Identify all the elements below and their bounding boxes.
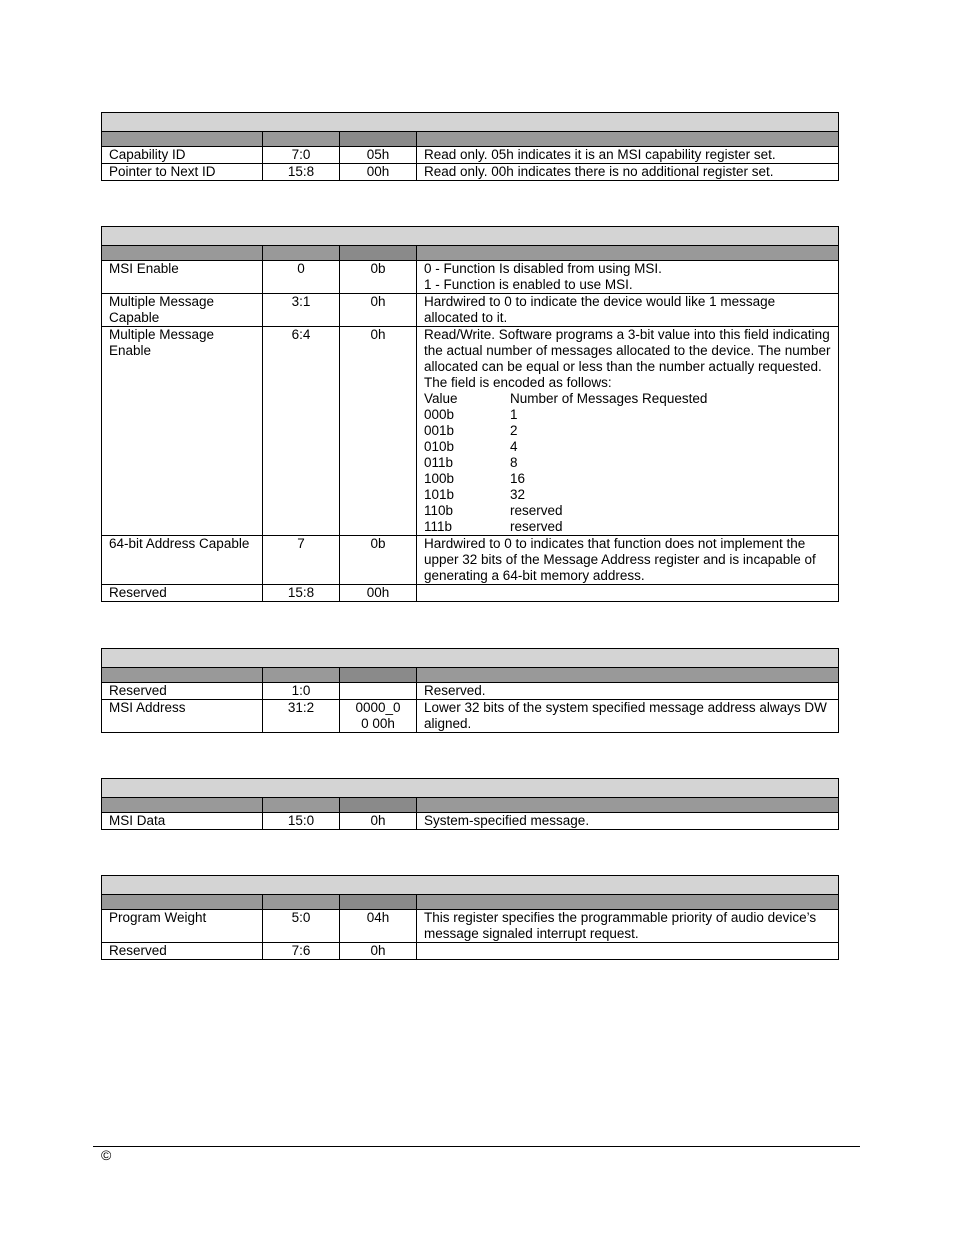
table-title-bar [102, 649, 839, 668]
encoding-meaning: 2 [510, 423, 518, 438]
table-header-row [102, 798, 839, 813]
field-name: MSI Address [102, 700, 263, 733]
description [417, 261, 839, 294]
field-name: Multiple Message Capable [102, 294, 263, 327]
table-row [102, 536, 839, 585]
encoding-row [424, 439, 832, 455]
table-header-row [102, 132, 839, 147]
description [417, 327, 839, 536]
encoding-row [424, 519, 832, 535]
default-value: 00h [340, 164, 417, 181]
encoding-value: 001b [424, 423, 455, 438]
encoding-meaning: 4 [510, 439, 518, 454]
field-name: Program Weight [102, 910, 263, 943]
register-table [101, 226, 839, 602]
encoding-row [424, 487, 832, 503]
field-name: Reserved [102, 585, 263, 602]
table-row [102, 164, 839, 181]
table-row [102, 943, 839, 960]
description: Read only. 00h indicates there is no additional register set. [417, 164, 839, 181]
table-row [102, 147, 839, 164]
default-value: 0h [340, 294, 417, 327]
encoding-meaning: 1 [510, 407, 518, 422]
field-name: Multiple Message Enable [102, 327, 263, 536]
encoding-meaning: reserved [510, 503, 563, 518]
encoding-value: 111b [424, 519, 453, 534]
bits: 6:4 [263, 327, 340, 536]
encoding-meaning: Number of Messages Requested [510, 391, 708, 406]
default-value [340, 683, 417, 700]
table-title-bar [102, 227, 839, 246]
field-name: 64-bit Address Capable [102, 536, 263, 585]
encoding-meaning: reserved [510, 519, 563, 534]
default-value: 0h [340, 943, 417, 960]
encoding-meaning: 32 [510, 487, 526, 502]
encoding-value: 110b [424, 503, 454, 518]
register-table [101, 112, 839, 181]
bits: 15:0 [263, 813, 340, 830]
description [417, 943, 839, 960]
table-title-bar [102, 779, 839, 798]
description: This register specifies the programmable priority of audio device’s message signaled interrupt request. [417, 910, 839, 943]
table-header-row [102, 895, 839, 910]
description: Hardwired to 0 to indicate the device would like 1 message allocated to it. [417, 294, 839, 327]
encoding-value: 100b [424, 471, 455, 486]
default-value: 0h [340, 327, 417, 536]
description [417, 585, 839, 602]
default-value: 0b [340, 536, 417, 585]
default-value: 04h [340, 910, 417, 943]
table-row [102, 327, 839, 536]
description: System-specified message. [417, 813, 839, 830]
copyright-symbol: © [101, 1147, 112, 1163]
bits: 1:0 [263, 683, 340, 700]
bits: 7:0 [263, 147, 340, 164]
description: Read only. 05h indicates it is an MSI capability register set. [417, 147, 839, 164]
description: Lower 32 bits of the system specified message address always DW aligned. [417, 700, 839, 733]
bits: 15:8 [263, 585, 340, 602]
encoding-value: 010b [424, 439, 455, 454]
table-title-bar [102, 876, 839, 895]
bits: 31:2 [263, 700, 340, 733]
description-line: 1 - Function is enabled to use MSI. [424, 277, 633, 292]
description: Hardwired to 0 to indicates that function does not implement the upper 32 bits of the Message Address register and is incapable of generating a 64-bit memory address. [417, 536, 839, 585]
table-row [102, 910, 839, 943]
encoding-value: 011b [424, 455, 454, 470]
default-value: 0b [340, 261, 417, 294]
default-value: 0h [340, 813, 417, 830]
table-row [102, 294, 839, 327]
bits: 5:0 [263, 910, 340, 943]
description-text: Read/Write. Software programs a 3-bit value into this field indicating the actual number of messages allocated to the device. The number allocated can be equal or less than the number actually requested. The field is encoded as follows: [424, 327, 831, 390]
bits: 15:8 [263, 164, 340, 181]
field-name: MSI Enable [102, 261, 263, 294]
table-row [102, 813, 839, 830]
bits: 0 [263, 261, 340, 294]
default-value: 00h [340, 585, 417, 602]
encoding-row [424, 503, 832, 519]
field-name: Capability ID [102, 147, 263, 164]
table-row [102, 261, 839, 294]
table-row [102, 700, 839, 733]
encoding-row [424, 455, 832, 471]
register-table [101, 778, 839, 830]
bits: 3:1 [263, 294, 340, 327]
field-name: Reserved [102, 683, 263, 700]
encoding-value: 101b [424, 487, 455, 502]
encoding-value: Value [424, 391, 458, 406]
table-title-bar [102, 113, 839, 132]
encoding-meaning: 8 [510, 455, 518, 470]
table-header-row [102, 246, 839, 261]
footer-divider [93, 1146, 860, 1147]
encoding-row [424, 471, 832, 487]
table-row [102, 585, 839, 602]
bits: 7:6 [263, 943, 340, 960]
field-name: Pointer to Next ID [102, 164, 263, 181]
default-value: 0000_00 00h [340, 700, 417, 733]
register-table [101, 648, 839, 733]
encoding-row [424, 407, 832, 423]
field-name: Reserved [102, 943, 263, 960]
table-header-row [102, 668, 839, 683]
encoding-value: 000b [424, 407, 455, 422]
description: Reserved. [417, 683, 839, 700]
description-line: 0 - Function Is disabled from using MSI. [424, 261, 662, 276]
register-table [101, 875, 839, 960]
bits: 7 [263, 536, 340, 585]
field-name: MSI Data [102, 813, 263, 830]
table-row [102, 683, 839, 700]
encoding-header [424, 391, 832, 407]
encoding-meaning: 16 [510, 471, 526, 486]
default-value: 05h [340, 147, 417, 164]
encoding-row [424, 423, 832, 439]
